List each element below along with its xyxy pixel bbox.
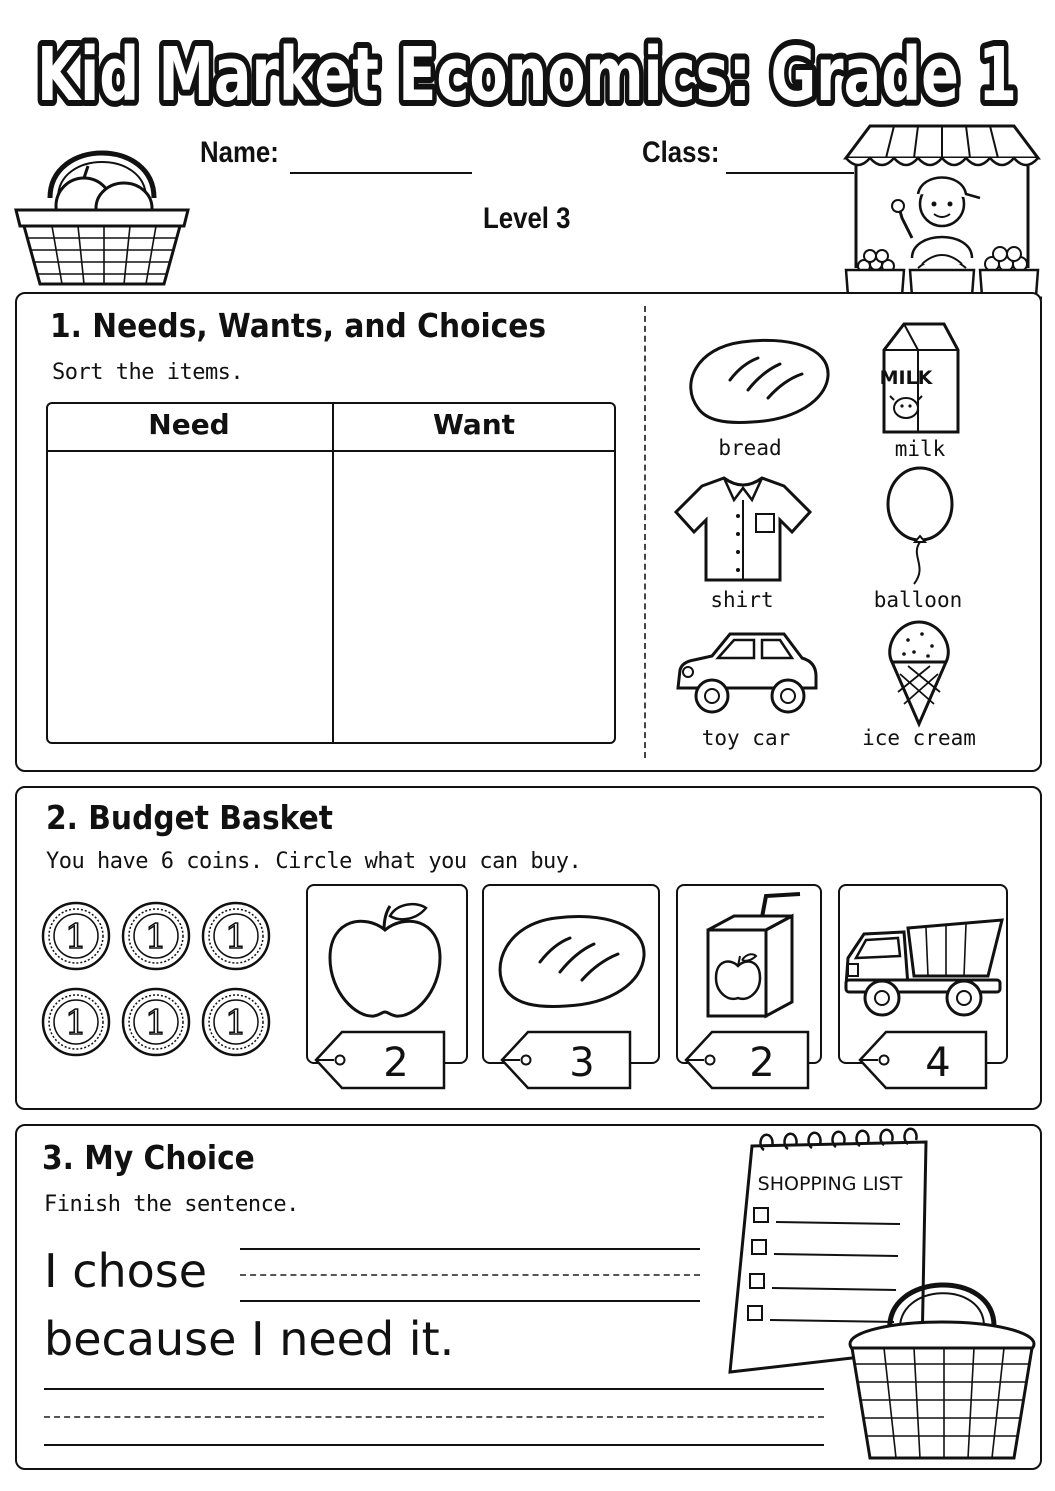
section3-heading: 3. My Choice — [42, 1138, 255, 1177]
coin-icon — [203, 989, 269, 1055]
class-label: Class: — [642, 136, 720, 169]
sentence-start: I chose — [44, 1244, 208, 1298]
price-truck: 4 — [925, 1040, 951, 1086]
want-drop-area[interactable] — [334, 452, 614, 742]
name-label: Name: — [200, 136, 279, 169]
coin-value: 1 — [65, 917, 87, 957]
toy-car-icon — [672, 626, 820, 718]
coin-icon — [203, 903, 269, 969]
shopping-list-title: SHOPPING LIST — [757, 1173, 903, 1195]
price-bread: 3 — [569, 1040, 595, 1086]
write-line-base[interactable] — [240, 1300, 700, 1302]
price-tag-bread — [498, 1028, 634, 1092]
bread-icon — [686, 334, 831, 426]
shirt-icon — [672, 472, 814, 584]
level-label: Level 3 — [483, 202, 571, 235]
class-blank[interactable] — [726, 172, 854, 174]
write-line-mid — [240, 1274, 700, 1276]
bread-icon — [496, 910, 646, 1010]
section1-instruction: Sort the items. — [52, 360, 244, 385]
price-juice: 2 — [749, 1040, 775, 1086]
title-text: Kid Market Economics: Grade 1 — [37, 32, 1017, 118]
milk-carton-icon — [874, 320, 964, 436]
price-tag-apple — [312, 1028, 448, 1092]
coin-value: 1 — [225, 1003, 247, 1043]
need-drop-area[interactable] — [48, 452, 331, 742]
ice-cream-icon — [884, 616, 954, 728]
toy-truck-icon — [842, 904, 1004, 1020]
section3-instruction: Finish the sentence. — [44, 1192, 299, 1217]
coin-icon — [123, 989, 189, 1055]
coin-value: 1 — [225, 917, 247, 957]
item-label-balloon: balloon — [873, 588, 963, 612]
coin-icon — [43, 989, 109, 1055]
shopping-list-notepad-icon — [724, 1132, 1036, 1462]
apple-icon — [326, 900, 444, 1020]
item-label-shirt: shirt — [710, 588, 774, 612]
milk-carton-text: MILK — [879, 367, 933, 389]
worksheet-title — [0, 4, 1055, 118]
price-tag-juice — [682, 1028, 812, 1092]
coin-value: 1 — [65, 1003, 87, 1043]
title-outline: Kid Market Economics: Grade 1 — [37, 32, 1017, 118]
item-label-ice-cream: ice cream — [862, 726, 976, 750]
item-label-bread: bread — [718, 436, 782, 460]
juice-box-icon — [704, 890, 800, 1018]
balloon-icon — [884, 466, 956, 588]
coin-icon — [43, 903, 109, 969]
fruit-basket-icon — [12, 128, 192, 288]
price-apple: 2 — [383, 1040, 409, 1086]
item-label-milk: milk — [894, 437, 946, 461]
name-blank[interactable] — [290, 172, 472, 174]
section2-instruction: You have 6 coins. Circle what you can buy. — [46, 849, 582, 874]
coins-group — [40, 898, 272, 1058]
want-column-header: Want — [432, 408, 516, 441]
coin-icon — [123, 903, 189, 969]
section2-heading: 2. Budget Basket — [46, 798, 333, 837]
sentence-end: because I need it. — [44, 1312, 455, 1366]
answer-line-top — [44, 1388, 824, 1390]
market-stall-icon — [842, 118, 1042, 310]
price-tag-truck — [856, 1028, 990, 1092]
coin-value: 1 — [145, 917, 167, 957]
coin-value: 1 — [145, 1003, 167, 1043]
write-line-top — [240, 1248, 700, 1250]
section1-dashed-divider — [644, 306, 646, 758]
answer-line-mid — [44, 1416, 824, 1418]
answer-line-base[interactable] — [44, 1444, 824, 1446]
section1-heading: 1. Needs, Wants, and Choices — [50, 306, 547, 345]
need-column-header: Need — [148, 408, 230, 441]
item-label-toy-car: toy car — [701, 726, 791, 750]
